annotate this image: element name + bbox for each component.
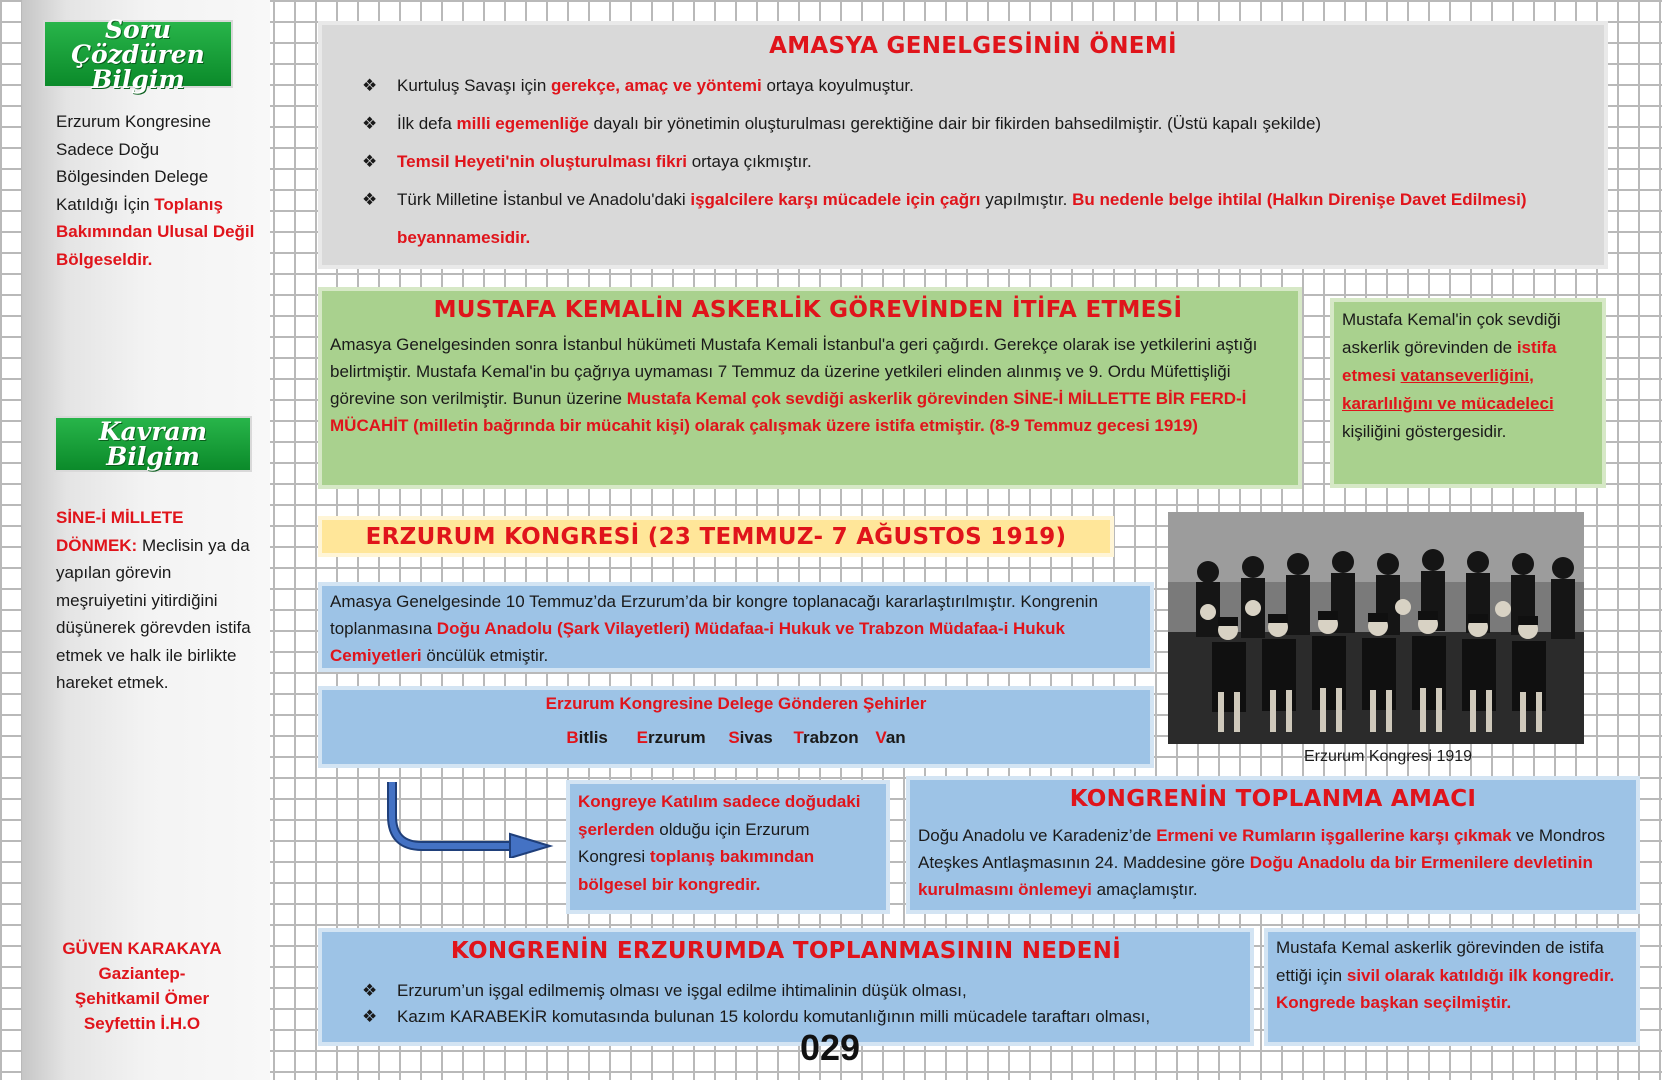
reason-bullets bbox=[362, 978, 1240, 1030]
page-number: 029 bbox=[799, 1027, 861, 1068]
purpose-panel bbox=[906, 776, 1640, 914]
istifa-text: Amasya Genelgesinden sonra İstanbul hükümeti Mustafa Kemali İstanbul'a geri çağırdı. Gerekçe olarak ise yetkilerini aştığı belirtmiştir. Mustafa Kemal'in bu çağrıya uymaması 7 Temmuz da üzerine yetkileri elinden alınmış ve 9. Ordu Müfettişliği görevine son verilmiştir. Bunun üzerine Mustafa Kemal çok sevdiği askerlik görevinden SİNE-İ MİLLETTE BİR FERD-İ MÜCAHİT (milletin bağrında bir mücahit kişi) olarak çalışmak üzere istifa etmiştir. (8-9 Temmuz gecesi 1919) bbox=[330, 335, 1258, 435]
author-school-1: Şehitkamil Ömer bbox=[74, 989, 210, 1008]
purpose-text: Doğu Anadolu ve Karadeniz’de Ermeni ve Rumların işgallerine karşı çıkmak ve Mondros Ateşkes Antlaşmasının 24. Maddesine göre Doğu Anadolu da bir Ermenilere devletinin kurulmasını önlemeyi amaçlamıştır. bbox=[918, 826, 1606, 899]
author-city: Gaziantep- bbox=[98, 964, 186, 983]
author-block bbox=[42, 936, 242, 1036]
reason-bullet-2: ❖ Kazım KARABEKİR komutasında bulunan 15 kolordu komutanlığının milli mücadele taraftarı olması, bbox=[362, 1004, 1240, 1030]
amasya-bullet-3: ❖ Temsil Heyeti'nin oluşturulması fikri ortaya çıkmıştır. bbox=[362, 143, 1584, 181]
sidebar bbox=[22, 0, 270, 1080]
erzurum-intro-panel: Amasya Genelgesinde 10 Temmuz’da Erzurum’da bir kongre toplanacağı kararlaştırılmıştır. Kongrenin toplanmasına Doğu Anadolu (Şark Vilayetleri) Müdafaa-i Hukuk ve Trabzon Müdafaa-i Hukuk Cemiyetleri öncülük etmiştir. bbox=[318, 582, 1154, 672]
sidebar-note-1 bbox=[56, 108, 256, 273]
reason-title: KONGRENİN ERZURUMDA TOPLANMASININ NEDENİ bbox=[450, 938, 1122, 964]
author-school-2: Seyfettin İ.H.O bbox=[83, 1014, 201, 1033]
city-erzurum: Erzurum bbox=[636, 728, 706, 747]
author-name: GÜVEN KARAKAYA bbox=[62, 939, 222, 958]
purpose-title: KONGRENİN TOPLANMA AMACI bbox=[1069, 786, 1477, 812]
erzurum-congress-photo bbox=[1168, 512, 1584, 744]
city-van: Van bbox=[875, 728, 906, 747]
delegate-cities-panel bbox=[318, 686, 1154, 768]
erzurum-title: ERZURUM KONGRESİ (23 TEMMUZ- 7 AĞUSTOS 1919) bbox=[365, 523, 1067, 550]
note1-highlight: Toplanış Bakımından Ulusal Değil Bölgeseldir. bbox=[56, 194, 255, 269]
cities-list bbox=[322, 728, 1150, 748]
badge-soru-cozduren-bilgim bbox=[43, 14, 233, 94]
civil-note-panel: Mustafa Kemal askerlik görevinden de istifa ettiği için sivil olarak katıldığı ilk kongredir. Kongrede başkan seçilmiştir. bbox=[1264, 928, 1640, 1046]
istifa-title: MUSTAFA KEMALİN ASKERLİK GÖREVİNDEN İTİFA ETMESİ bbox=[433, 297, 1183, 323]
erzurum-title-box bbox=[318, 516, 1114, 557]
note1-text: Erzurum Kongresine Sadece Doğu Bölgesinden Delege Katıldığı İçin bbox=[56, 112, 211, 214]
city-sivas: Sivas bbox=[728, 728, 773, 747]
badge2-label: Kavram Bilgim bbox=[98, 417, 208, 471]
sidebar-note-2 bbox=[56, 504, 256, 697]
amasya-bullets bbox=[362, 67, 1584, 257]
photo-illustration bbox=[1168, 512, 1584, 744]
badge1-label: Soru Çözdüren Bilgim bbox=[71, 14, 205, 94]
amasya-bullet-4: ❖ Türk Milletine İstanbul ve Anadolu'daki işgalcilere karşı mücadele için çağrı yapılmıştır. Bu nedenle belge ihtilal (Halkın Direnişe Davet Edilmesi) beyannamesidir. bbox=[362, 181, 1584, 257]
note2-definition: Meclisin ya da yapılan görevin meşruiyetini yitirdiğini düşünerek görevden istifa etmek ve halk ile birlikte hareket etmek. bbox=[56, 535, 251, 692]
arrow-icon bbox=[380, 778, 560, 858]
city-trabzon: Trabzon bbox=[793, 728, 859, 747]
istifa-panel bbox=[318, 287, 1302, 489]
cities-title: Erzurum Kongresine Delege Gönderen Şehirler bbox=[545, 694, 927, 713]
badge-kavram-bilgim bbox=[54, 416, 252, 472]
amasya-title: AMASYA GENELGESİNİN ÖNEMİ bbox=[769, 33, 1177, 59]
amasya-panel bbox=[318, 21, 1608, 269]
city-bitlis: Bitlis bbox=[566, 728, 608, 747]
photo-caption: Erzurum Kongresi 1919 bbox=[1303, 748, 1473, 765]
amasya-bullet-1: ❖ Kurtuluş Savaşı için gerekçe, amaç ve yöntemi ortaya koyulmuştur. bbox=[362, 67, 1584, 105]
amasya-bullet-2: ❖ İlk defa milli egemenliğe dayalı bir yönetimin oluşturulması gerektiğine dair bir fikirden bahsedilmiştir. (Üstü kapalı şekilde) bbox=[362, 105, 1584, 143]
reason-bullet-1: ❖ Erzurum’un işgal edilmemiş olması ve işgal edilme ihtimalinin düşük olması, bbox=[362, 978, 1240, 1004]
note2-term: SİNE-İ MİLLETE DÖNMEK: bbox=[56, 508, 184, 555]
istifa-note-panel: Mustafa Kemal'in çok sevdiği askerlik görevinden de istifa etmesi vatanseverliğini, kararlılığını ve mücadeleci kişiliğini göstergesidir. bbox=[1330, 298, 1606, 488]
regional-congress-panel: Kongreye Katılım sadece doğudaki şerlerden olduğu için Erzurum Kongresi toplanış bakımından bölgesel bir kongredir. bbox=[566, 780, 890, 914]
